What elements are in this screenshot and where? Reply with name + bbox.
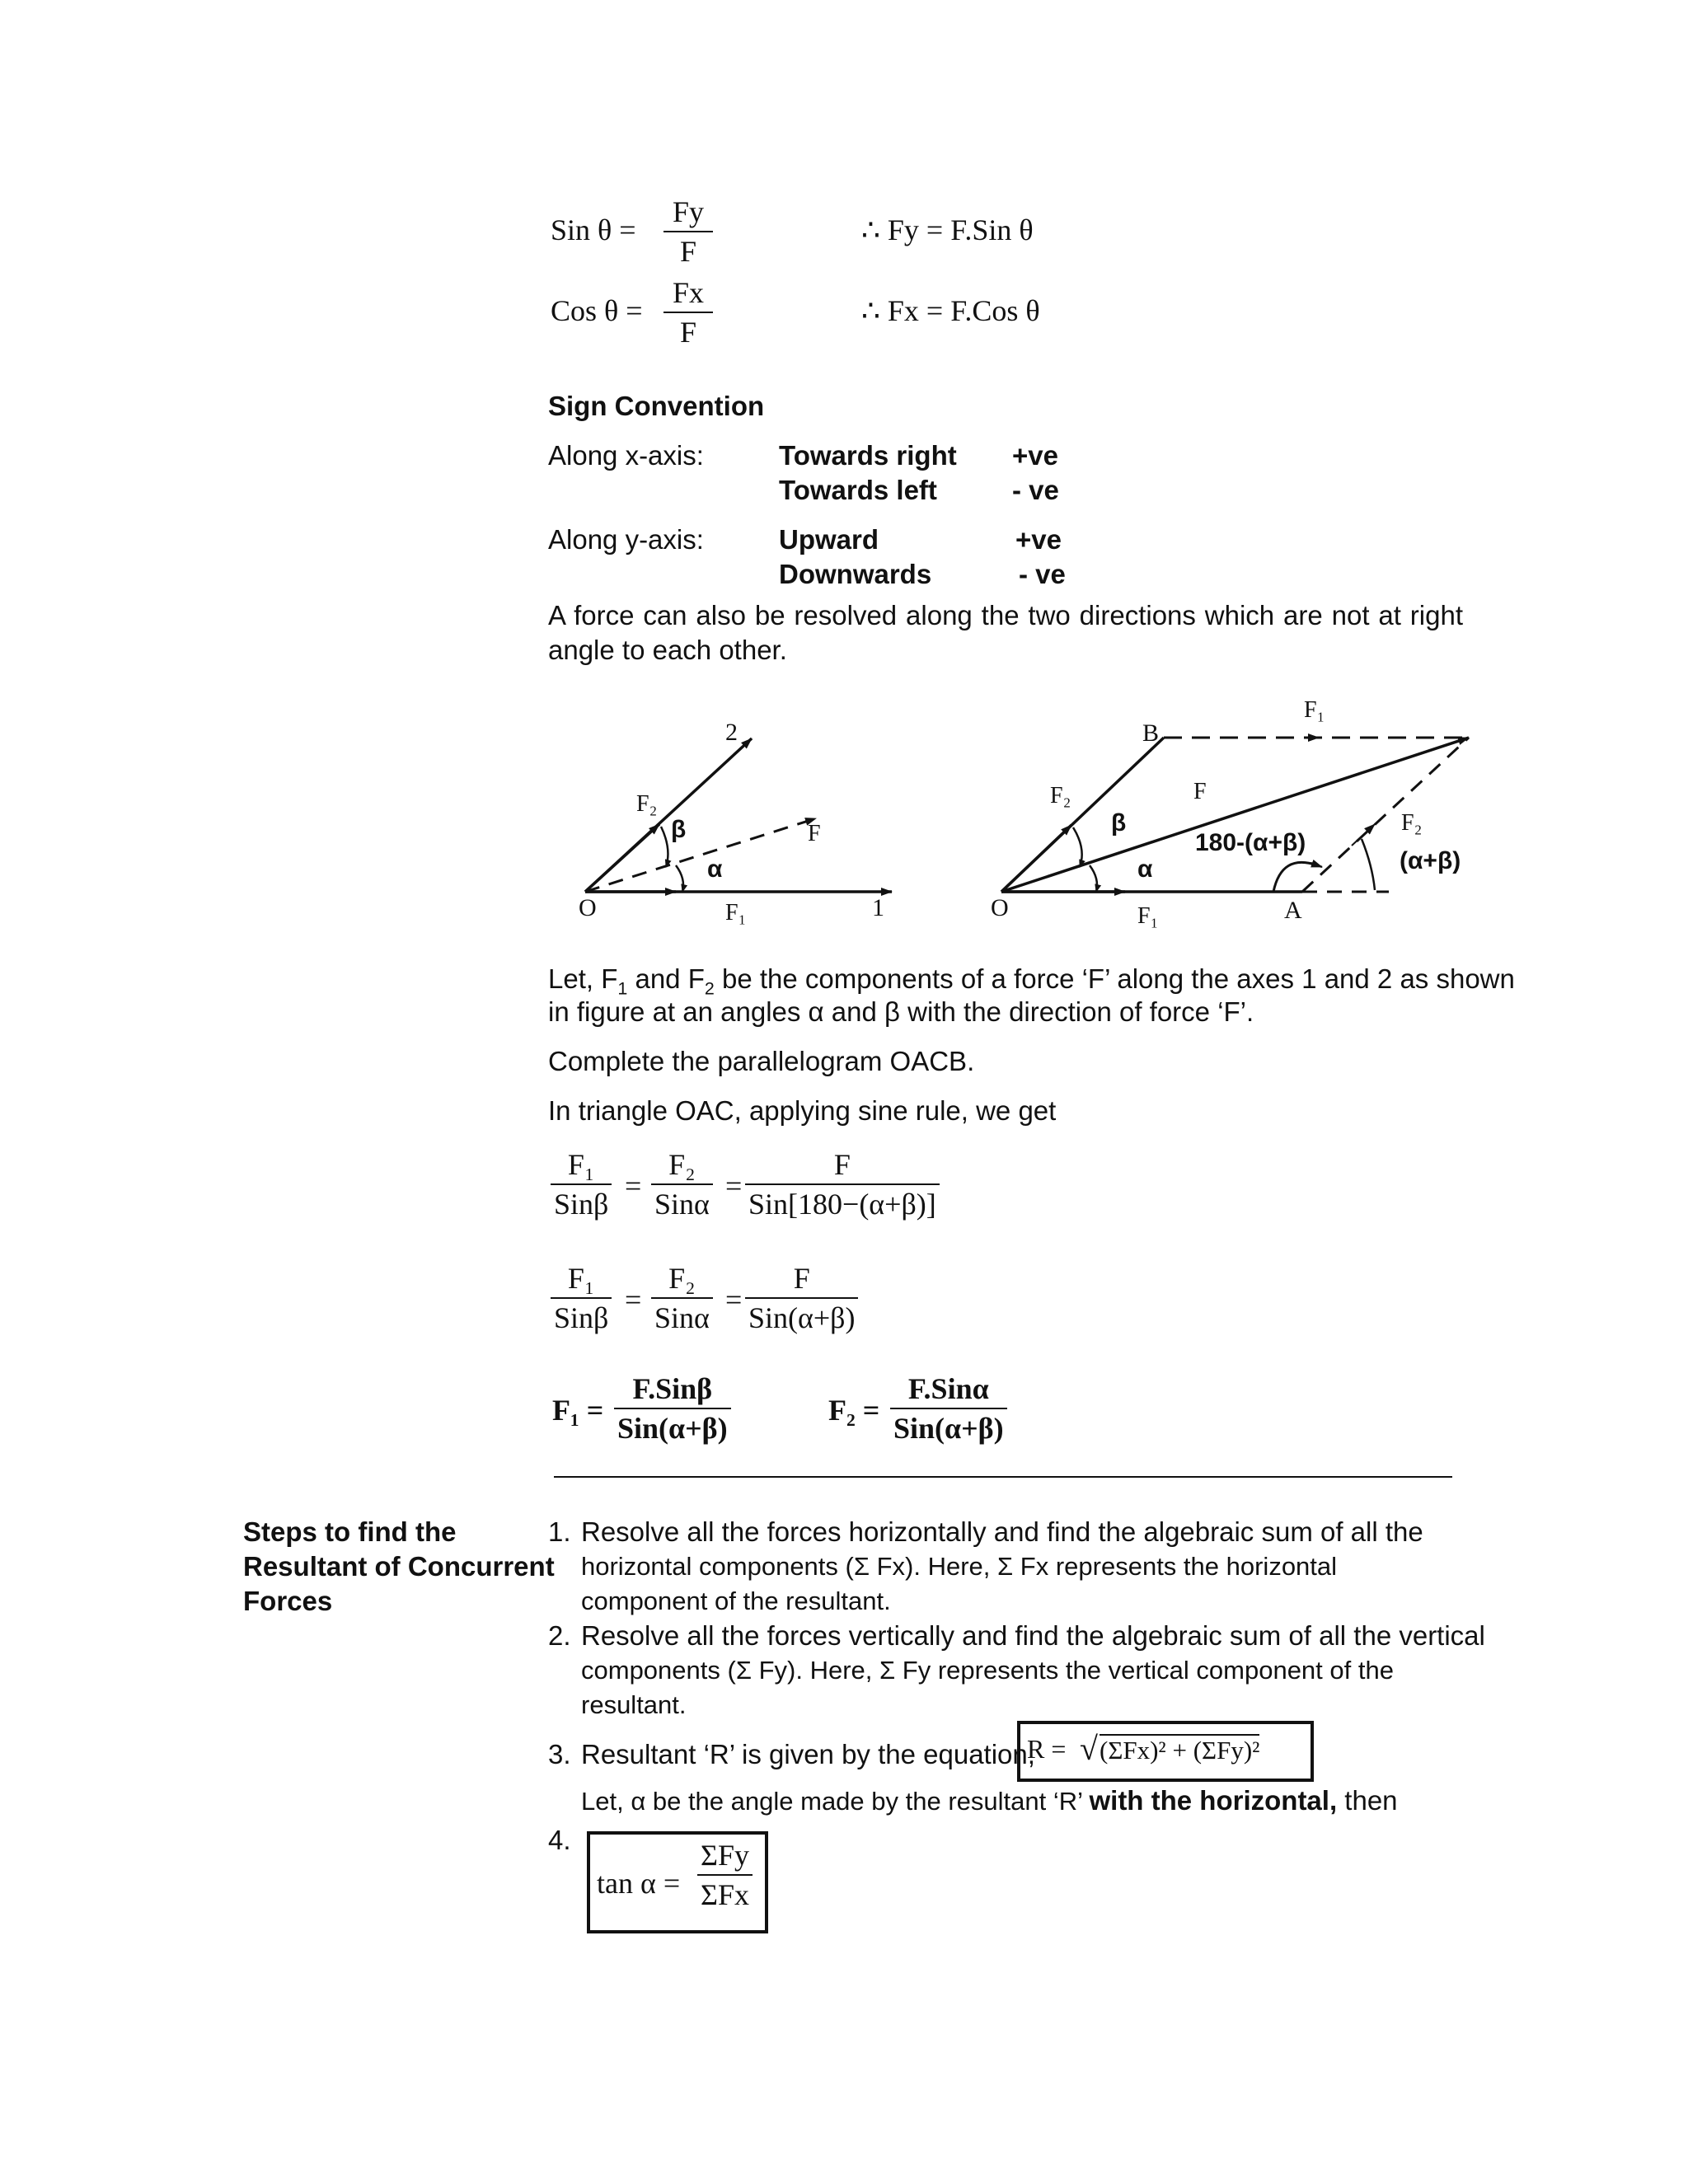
label-b: B xyxy=(1142,719,1160,747)
sqrt-sign: √ xyxy=(1080,1730,1098,1767)
cos-denominator: F xyxy=(663,312,713,349)
x-axis-label: Along x-axis: xyxy=(548,440,704,471)
step-3-text: Resultant ‘R’ is given by the equation, xyxy=(581,1739,1035,1769)
sine1-n2: F₂ xyxy=(668,1148,696,1181)
sin-numerator: Fy xyxy=(672,195,705,228)
para2-part-a: Let, F xyxy=(548,963,618,994)
label-f-right: F xyxy=(1193,779,1207,804)
beta-arc xyxy=(661,827,668,867)
label-f-left: F xyxy=(808,821,821,846)
step-1-line-1: Resolve all the forces horizontally and find the algebraic sum of all the xyxy=(581,1516,1423,1547)
label-a: A xyxy=(1284,897,1302,924)
step-1-line-3: component of the resultant. xyxy=(581,1586,891,1615)
step-2-number: 2. xyxy=(548,1620,571,1651)
alpha-beta-arc xyxy=(1362,839,1375,890)
steps-side-heading xyxy=(243,1515,555,1619)
f1-denominator: Sin(α+β) xyxy=(614,1408,731,1446)
step-3-number: 3. xyxy=(548,1739,571,1769)
step-2-line-3: resultant. xyxy=(581,1690,687,1719)
tan-lhs: tan α = xyxy=(597,1867,681,1900)
obtuse-angle-arc xyxy=(1273,862,1317,892)
section-divider xyxy=(554,1476,1452,1478)
label-alpha-right: α xyxy=(1137,855,1153,883)
label-f2-right: F₂ xyxy=(1401,810,1423,836)
sine2-frac-2 xyxy=(651,1261,713,1335)
sine2-n2: F₂ xyxy=(668,1262,696,1295)
let-part-b: with the horizontal, xyxy=(1089,1785,1338,1816)
paragraph-resolve-nonright: A force can also be resolved along the two directions which are not at right angle to each other. xyxy=(548,600,1463,665)
step-1-line-2: horizontal components (Σ Fx). Here, Σ Fx represents the horizontal xyxy=(581,1552,1338,1581)
x-towards-right: Towards right xyxy=(779,440,957,471)
eq-sign: = xyxy=(725,1169,743,1202)
x-negative: - ve xyxy=(1012,475,1059,505)
sine2-n3: F xyxy=(793,1262,810,1295)
y-positive: +ve xyxy=(1015,524,1062,555)
step-2-line-1: Resolve all the forces vertically and find the algebraic sum of all the vertical xyxy=(581,1620,1485,1651)
label-o-left: O xyxy=(579,894,597,921)
beta-arc-right xyxy=(1073,827,1082,867)
eq-sign: = xyxy=(725,1283,743,1316)
sine1-d3: Sin[180−(α+β)] xyxy=(745,1183,940,1221)
let-part-a: Let, α be the angle made by the resultant ‘R’ xyxy=(581,1787,1090,1816)
x-towards-left: Towards left xyxy=(779,475,937,505)
paragraph-parallelogram: Complete the parallelogram OACB. xyxy=(548,1046,975,1076)
x-positive: +ve xyxy=(1012,440,1058,471)
sine2-d1: Sinβ xyxy=(551,1297,612,1335)
side-heading-line-2: Resultant of Concurrent xyxy=(243,1551,555,1582)
sin-lhs: Sin θ = xyxy=(551,213,636,246)
sine1-frac-1 xyxy=(551,1147,612,1221)
alpha-arc xyxy=(676,865,683,892)
y-negative: - ve xyxy=(1019,559,1066,589)
f1-lhs: F₁ = xyxy=(552,1394,604,1427)
cos-result: ∴ Fx = F.Cos θ xyxy=(861,294,1040,327)
tan-equation-box xyxy=(587,1831,768,1933)
sine1-n3: F xyxy=(833,1148,851,1181)
sine1-n1: F₁ xyxy=(567,1148,595,1181)
label-180-angle: 180-(α+β) xyxy=(1195,829,1306,856)
label-alpha-left: α xyxy=(707,855,723,883)
label-alpha-plus-beta: (α+β) xyxy=(1400,847,1461,874)
f2-fraction xyxy=(890,1371,1007,1446)
sign-heading: Sign Convention xyxy=(548,391,765,421)
right-diagram xyxy=(1001,738,1469,892)
resultant-eq-lhs: R = xyxy=(1027,1734,1067,1764)
sine2-n1: F₁ xyxy=(567,1262,595,1295)
sin-denominator: F xyxy=(663,231,713,269)
cos-lhs: Cos θ = xyxy=(551,294,643,327)
tan-numerator: ΣFy xyxy=(701,1839,749,1872)
label-f2-left: F₂ xyxy=(1050,783,1071,808)
step-3-let-line xyxy=(581,1783,1398,1819)
resultant-equation-box xyxy=(1017,1721,1314,1782)
para2-sub-1: 1 xyxy=(617,978,628,999)
resultant-eq-radicand: (ΣFx)² + (ΣFy)² xyxy=(1100,1736,1260,1765)
tan-fraction xyxy=(697,1838,753,1912)
sine2-frac-3 xyxy=(745,1261,858,1335)
y-downwards: Downwards xyxy=(779,559,932,589)
f2-lhs: F₂ = xyxy=(828,1394,880,1427)
sine2-d2: Sinα xyxy=(651,1297,713,1335)
side-heading-line-1: Steps to find the xyxy=(243,1516,457,1547)
label-beta-right: β xyxy=(1111,809,1127,837)
label-axis-2: 2 xyxy=(725,719,738,746)
sine1-d2: Sinα xyxy=(651,1183,713,1221)
f2-denominator: Sin(α+β) xyxy=(890,1408,1007,1446)
sine1-frac-3 xyxy=(745,1147,940,1221)
sine2-d3: Sin(α+β) xyxy=(745,1297,858,1335)
label-axis-1: 1 xyxy=(872,894,884,921)
sine2-frac-1 xyxy=(551,1261,612,1335)
label-beta-left: β xyxy=(671,816,687,843)
sine1-frac-2 xyxy=(651,1147,713,1221)
eq-sign: = xyxy=(625,1283,642,1316)
left-diagram xyxy=(585,738,892,892)
step-2-line-2: components (Σ Fy). Here, Σ Fy represents the vertical component of the xyxy=(581,1656,1394,1685)
eq-sign: = xyxy=(625,1169,642,1202)
paragraph-components-line2: in figure at an angles α and β with the direction of force ‘F’. xyxy=(548,996,1254,1027)
let-part-c: then xyxy=(1337,1785,1398,1816)
paragraph-sine-rule: In triangle OAC, applying sine rule, we get xyxy=(548,1095,1057,1126)
y-axis-label: Along y-axis: xyxy=(548,524,704,555)
label-f1-bottom: F₁ xyxy=(1137,903,1159,929)
force-f-dashed xyxy=(585,818,816,892)
para2-part-c: be the components of a force ‘F’ along the axes 1 and 2 as shown xyxy=(714,963,1515,994)
label-f1-left: F₁ xyxy=(725,900,747,926)
f2-numerator: F.Sinα xyxy=(907,1372,989,1405)
sine1-d1: Sinβ xyxy=(551,1183,612,1221)
of2-arrow xyxy=(1001,825,1071,892)
para2-sub-2: 2 xyxy=(704,978,715,999)
para2-part-b: and F xyxy=(627,963,705,994)
label-f2-left: F₂ xyxy=(636,791,658,817)
f1-numerator: F.Sinβ xyxy=(632,1372,713,1405)
sin-result: ∴ Fy = F.Sin θ xyxy=(861,213,1034,246)
side-heading-line-3: Forces xyxy=(243,1586,333,1616)
tan-denominator: ΣFx xyxy=(697,1874,753,1912)
y-upward: Upward xyxy=(779,524,879,555)
force-diagrams xyxy=(0,0,1688,956)
f1-fraction xyxy=(614,1371,731,1446)
step-1-number: 1. xyxy=(548,1516,571,1547)
step-4-number: 4. xyxy=(548,1825,571,1855)
cos-numerator: Fx xyxy=(672,276,705,309)
label-o-right: O xyxy=(991,894,1009,921)
component-f2-arrow xyxy=(585,824,659,892)
alpha-arc-right xyxy=(1090,865,1097,892)
resultant-f-line xyxy=(1001,738,1469,892)
label-f1-top: F₁ xyxy=(1304,697,1325,723)
